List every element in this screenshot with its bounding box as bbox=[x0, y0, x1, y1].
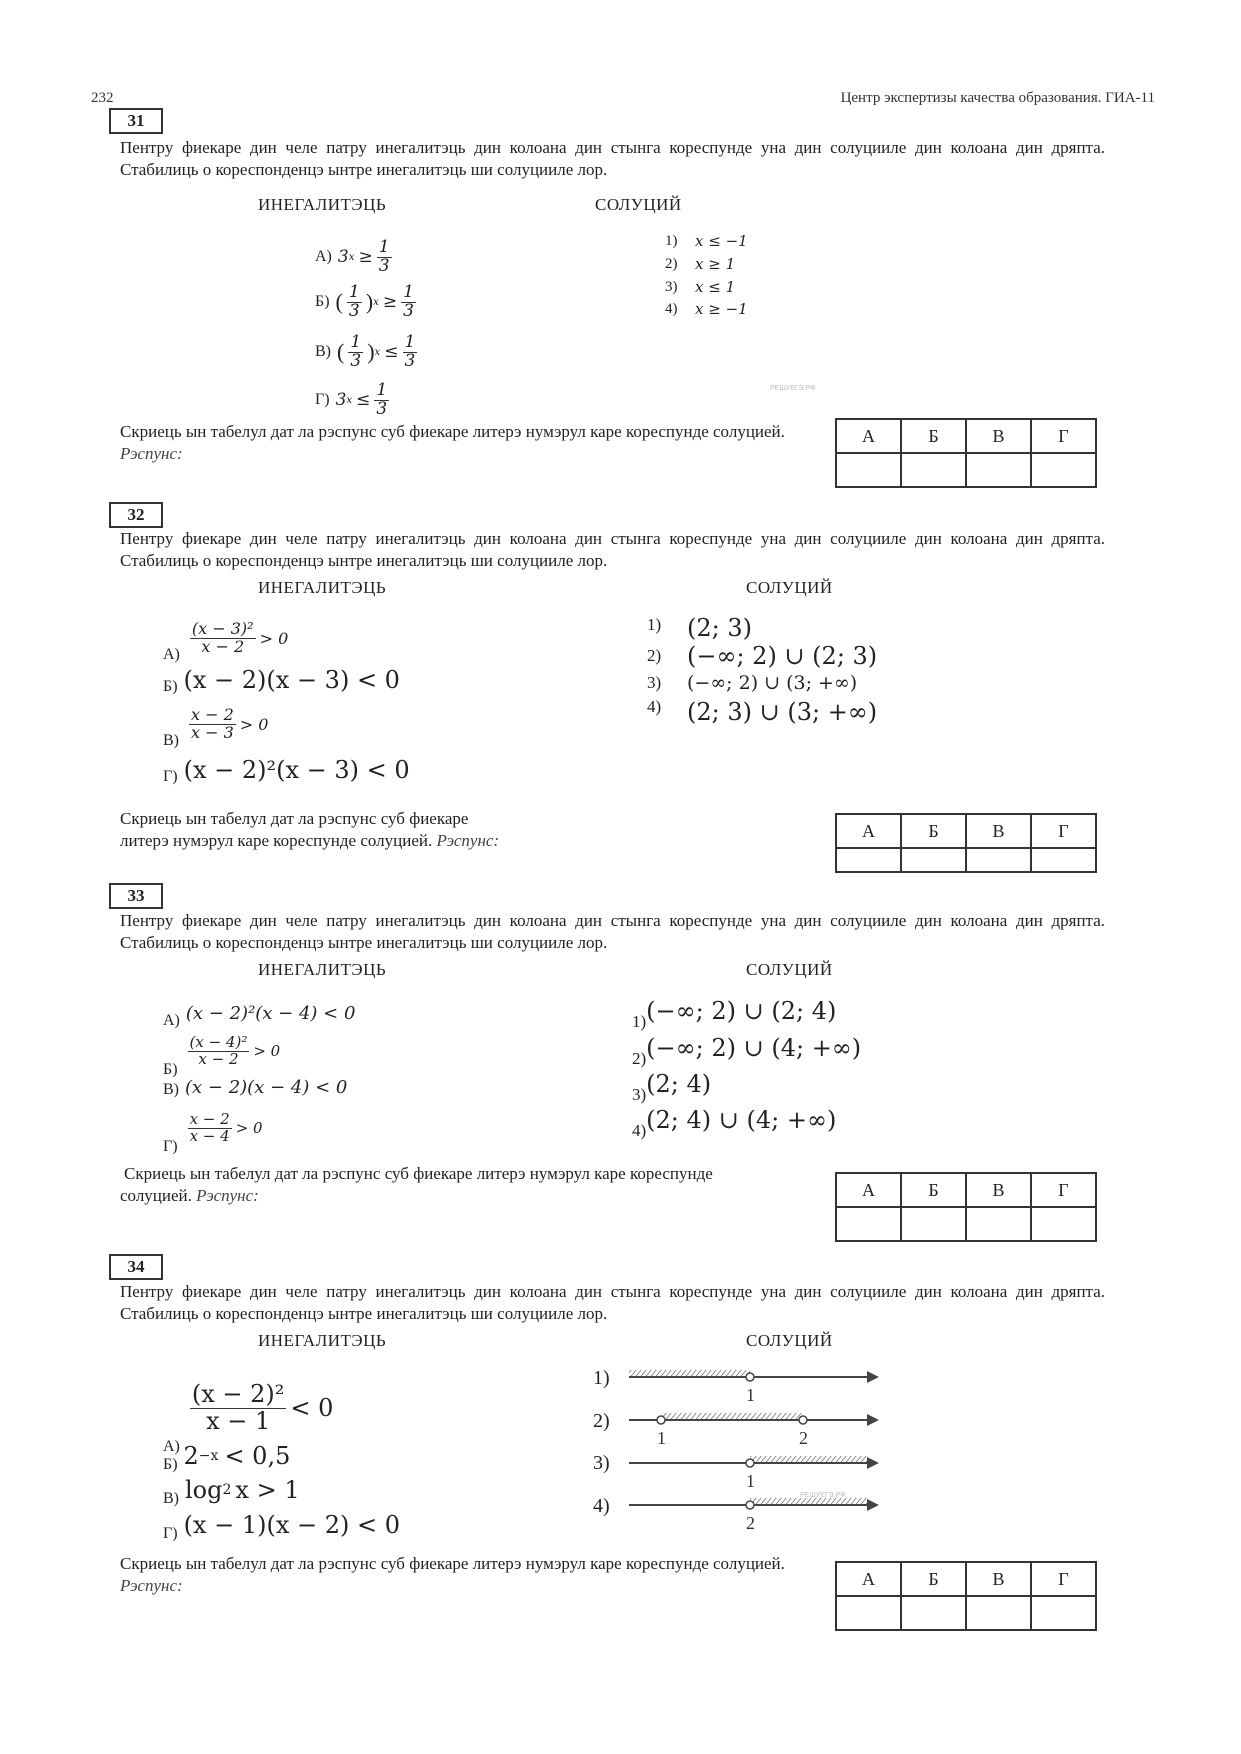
answer-cell-c[interactable] bbox=[966, 848, 1031, 872]
inequality-a: А) (x − 2)²(x − 4) < 0 bbox=[163, 1002, 356, 1029]
solution-2: 2) (−∞; 2) ∪ (2; 3) bbox=[647, 642, 878, 670]
answer-cell-a[interactable] bbox=[836, 1207, 901, 1241]
answer-header-c: В bbox=[966, 419, 1031, 453]
answer-table bbox=[835, 813, 1097, 873]
answer-table bbox=[835, 418, 1097, 488]
answer-table bbox=[835, 1561, 1097, 1631]
answer-instruction: Скриець ын табелул дат ла рэспунс суб фиекаре литерэ нумэрул каре кореспунде солуцией. Рэспунс: bbox=[120, 809, 500, 850]
inequality-a: А) $\frac{\text{(x − 2)²}}{x - 1}$ < 0 bbox=[163, 1380, 334, 1455]
answer-cell-c[interactable] bbox=[966, 1596, 1031, 1630]
watermark: РЕШУЕГЭ.РФ bbox=[800, 1492, 846, 1499]
inequality-b: Б) ( $\frac{1}{3}$ ) x ≥ $\frac{1}{3}$ bbox=[315, 282, 414, 321]
answer-header-b: Б bbox=[901, 1173, 966, 1207]
number-line-4 bbox=[625, 1493, 880, 1538]
inequality-b: Б) (x − 2)(x − 3) < 0 bbox=[163, 666, 400, 695]
column-header-inequalities: ИНЕГАЛИТЭЦЬ bbox=[258, 960, 387, 979]
answer-cell-b[interactable] bbox=[901, 1596, 966, 1630]
solution-3: 3) (2; 4) bbox=[632, 1070, 712, 1104]
number-line-2 bbox=[625, 1408, 880, 1453]
solution-label: 4) bbox=[593, 1495, 610, 1517]
solution-label: 2) bbox=[593, 1410, 610, 1432]
solution-4: 4) x ≥ −1 bbox=[665, 300, 748, 318]
task-prompt: Пентру фиекаре дин челе патру инегалитэць дин колоана дин стынга кореспунде уна дин солуцииле дин колоана дин дряпта. Стабилиць о кореспонденцэ ынтре инегалитэць ши солуцииле лор. bbox=[120, 529, 1105, 570]
tick-label: 2 bbox=[746, 1513, 755, 1533]
inequality-c: В) (x − 2)(x − 4) < 0 bbox=[163, 1076, 348, 1098]
task-prompt: Пентру фиекаре дин челе патру инегалитэць дин колоана дин стынга кореспунде уна дин солуцииле дин колоана дин дряпта. Стабилиць о кореспонденцэ ынтре инегалитэць ши солуцииле лор. bbox=[120, 1282, 1105, 1323]
inequality-d: Г) (x − 2)²(x − 3) < 0 bbox=[163, 756, 410, 785]
solution-2: 2) x ≥ 1 bbox=[665, 255, 736, 273]
column-header-inequalities: ИНЕГАЛИТЭЦЬ bbox=[258, 195, 387, 214]
inequality-b: Б) $\frac{\text{(x − 4)²}}{x - 2}$ > 0 bbox=[163, 1032, 281, 1078]
inequality-c: В) log 2 x > 1 bbox=[163, 1476, 300, 1507]
solution-4: 4) (2; 4) ∪ (4; +∞) bbox=[632, 1106, 837, 1140]
solution-3: 3) (−∞; 2) ∪ (3; +∞) bbox=[647, 672, 858, 694]
solution-2: 2) (−∞; 2) ∪ (4; +∞) bbox=[632, 1034, 862, 1068]
number-line-3 bbox=[625, 1451, 880, 1496]
solution-1: 1) (2; 3) bbox=[647, 614, 752, 642]
answer-cell-a[interactable] bbox=[836, 848, 901, 872]
answer-header-c: В bbox=[966, 1173, 1031, 1207]
column-header-solutions: СОЛУЦИЙ bbox=[746, 960, 833, 979]
answer-header-c: В bbox=[966, 1562, 1031, 1596]
answer-header-d: Г bbox=[1031, 814, 1096, 848]
column-header-solutions: СОЛУЦИЙ bbox=[595, 195, 682, 214]
answer-instruction: Скриець ын табелул дат ла рэспунс суб фиекаре литерэ нумэрул каре кореспунде солуцией. Рэспунс: bbox=[120, 1164, 713, 1205]
task-number: 33 bbox=[109, 883, 163, 909]
inequality-d: Г) 3 x ≤ $\frac{1}{3}$ bbox=[315, 380, 388, 419]
answer-header-b: Б bbox=[901, 814, 966, 848]
answer-cell-b[interactable] bbox=[901, 453, 966, 487]
tick-label: 1 bbox=[657, 1428, 666, 1448]
answer-header-d: Г bbox=[1031, 1173, 1096, 1207]
solution-4: 4) (2; 3) ∪ (3; +∞) bbox=[647, 697, 878, 726]
answer-cell-d[interactable] bbox=[1031, 1596, 1096, 1630]
answer-header-c: В bbox=[966, 814, 1031, 848]
answer-instruction: Скриець ын табелул дат ла рэспунс суб фиекаре литерэ нумэрул каре кореспунде солуцией. Рэспунс: bbox=[120, 422, 785, 463]
inequality-d: Г) $\frac{x - 2}{x - 4}$ > 0 bbox=[163, 1109, 263, 1155]
source-title: Центр экспертизы качества образования. ГИА-11 bbox=[840, 90, 1155, 106]
solution-label: 1) bbox=[593, 1367, 610, 1389]
answer-cell-d[interactable] bbox=[1031, 453, 1096, 487]
answer-cell-c[interactable] bbox=[966, 1207, 1031, 1241]
answer-cell-d[interactable] bbox=[1031, 1207, 1096, 1241]
task-number: 34 bbox=[109, 1254, 163, 1280]
answer-cell-b[interactable] bbox=[901, 848, 966, 872]
column-header-solutions: СОЛУЦИЙ bbox=[746, 578, 833, 597]
column-header-inequalities: ИНЕГАЛИТЭЦЬ bbox=[258, 578, 387, 597]
solution-1: 1) (−∞; 2) ∪ (2; 4) bbox=[632, 997, 837, 1031]
task-number: 32 bbox=[109, 502, 163, 528]
answer-header-a: А bbox=[836, 1173, 901, 1207]
answer-header-b: Б bbox=[901, 419, 966, 453]
task-prompt: Пентру фиекаре дин челе патру инегалитэць дин колоана дин стынга кореспунде уна дин солуцииле дин колоана дин дряпта. Стабилиць о кореспонденцэ ынтре инегалитэць ши солуцииле лор. bbox=[120, 911, 1105, 952]
inequality-a: А) 3 x ≥ $\frac{1}{3}$ bbox=[315, 237, 390, 276]
solution-1: 1) x ≤ −1 bbox=[665, 232, 748, 250]
inequality-c: В) ( $\frac{1}{3}$ ) x ≤ $\frac{1}{3}$ bbox=[315, 332, 416, 371]
answer-cell-a[interactable] bbox=[836, 1596, 901, 1630]
answer-header-a: А bbox=[836, 1562, 901, 1596]
task-number: 31 bbox=[109, 108, 163, 134]
answer-cell-c[interactable] bbox=[966, 453, 1031, 487]
solution-label: 3) bbox=[593, 1452, 610, 1474]
answer-instruction: Скриець ын табелул дат ла рэспунс суб фиекаре литерэ нумэрул каре кореспунде солуцией. Рэспунс: bbox=[120, 1554, 785, 1595]
tick-label: 1 bbox=[746, 1471, 755, 1491]
column-header-inequalities: ИНЕГАЛИТЭЦЬ bbox=[258, 1331, 387, 1350]
answer-cell-b[interactable] bbox=[901, 1207, 966, 1241]
answer-header-d: Г bbox=[1031, 419, 1096, 453]
solution-3: 3) x ≤ 1 bbox=[665, 278, 736, 296]
tick-label: 2 bbox=[799, 1428, 808, 1448]
column-header-solutions: СОЛУЦИЙ bbox=[746, 1331, 833, 1350]
answer-header-a: А bbox=[836, 419, 901, 453]
answer-table bbox=[835, 1172, 1097, 1242]
answer-header-d: Г bbox=[1031, 1562, 1096, 1596]
answer-cell-a[interactable] bbox=[836, 453, 901, 487]
watermark: РЕШУЕГЭ.РФ bbox=[770, 385, 816, 392]
answer-header-a: А bbox=[836, 814, 901, 848]
inequality-c: В) $\frac{x - 2}{x - 3}$ > 0 bbox=[163, 704, 269, 749]
page-number: 232 bbox=[91, 90, 114, 106]
answer-cell-d[interactable] bbox=[1031, 848, 1096, 872]
answer-header-b: Б bbox=[901, 1562, 966, 1596]
inequality-b: Б) 2 −x < 0,5 bbox=[163, 1442, 291, 1473]
inequality-a: А) $\frac{\text{(x − 3)²}}{x - 2}$ > 0 bbox=[163, 618, 289, 663]
inequality-d: Г) (x − 1)(x − 2) < 0 bbox=[163, 1511, 401, 1542]
number-line-1 bbox=[625, 1365, 880, 1410]
tick-label: 1 bbox=[746, 1385, 755, 1405]
task-prompt: Пентру фиекаре дин челе патру инегалитэць дин колоана дин стынга кореспунде уна дин солуцииле дин колоана дин дряпта. Стабилиць о кореспонденцэ ынтре инегалитэць ши солуцииле лор. bbox=[120, 138, 1105, 179]
